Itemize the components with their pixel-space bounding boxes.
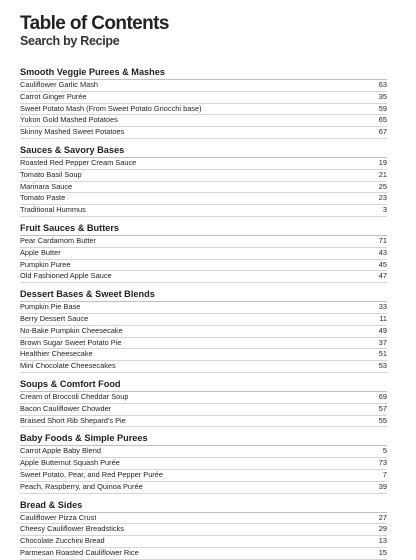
- toc-entry[interactable]: [20, 236, 387, 248]
- section-heading: Bread & Sides: [20, 500, 387, 513]
- toc-entry[interactable]: [20, 326, 387, 338]
- page-number: 33: [378, 302, 387, 312]
- toc-entry[interactable]: [20, 361, 387, 373]
- page-number: 5: [382, 446, 387, 456]
- toc-entry[interactable]: [20, 524, 387, 536]
- page-title: Table of Contents: [20, 13, 169, 34]
- recipe-name: Cauliflower Garlic Mash: [20, 80, 99, 89]
- toc-entry[interactable]: [20, 104, 387, 116]
- toc-entry[interactable]: [20, 392, 387, 404]
- recipe-name: Sweet Potato, Pear, and Red Pepper Purée: [20, 469, 163, 479]
- toc-section: [20, 433, 387, 493]
- toc-entry[interactable]: [20, 127, 387, 139]
- page-number: 69: [378, 391, 387, 401]
- page-number: 57: [378, 403, 387, 413]
- toc-section: [20, 145, 387, 217]
- toc-entry[interactable]: [20, 349, 387, 361]
- recipe-name: Pumpkin Puree: [20, 259, 71, 269]
- recipe-name: Carrot Ginger Purée: [20, 91, 87, 101]
- recipe-name: Yukon Gold Mashed Potatoes: [20, 115, 118, 125]
- recipe-name: Apple Butter: [20, 247, 61, 257]
- toc-section: [20, 289, 387, 373]
- page-number: 13: [378, 536, 387, 546]
- toc-entry[interactable]: [20, 446, 387, 458]
- page-number: 67: [378, 127, 387, 137]
- page-number: 3: [382, 205, 387, 215]
- page-number: 11: [379, 313, 387, 323]
- recipe-name: Mini Chocolate Cheesecakes: [20, 361, 116, 371]
- recipe-name: Pear Cardamom Butter: [20, 235, 96, 245]
- toc-section: [20, 379, 387, 427]
- recipe-name: Cauliflower Pizza Crust: [20, 512, 97, 522]
- toc-page: [20, 14, 387, 560]
- recipe-name: Sweet Potato Mash (From Sweet Potato Gnocchi base): [20, 103, 202, 113]
- recipe-name: Bacon Cauliflower Chowder: [20, 403, 112, 413]
- toc-entry[interactable]: [20, 193, 387, 205]
- recipe-name: Healthier Cheesecake: [20, 349, 93, 359]
- page-number: 63: [378, 80, 387, 89]
- toc-entry[interactable]: [20, 260, 387, 272]
- recipe-name: Peach, Raspberry, and Quinoa Purée: [20, 481, 143, 491]
- page-number: 55: [378, 415, 387, 425]
- page-number: 47: [378, 271, 387, 281]
- page-number: 29: [378, 524, 387, 534]
- page-number: 43: [378, 247, 387, 257]
- page-number: 59: [378, 103, 387, 113]
- page-number: 53: [378, 361, 387, 371]
- recipe-name: Tomato Basil Soup: [20, 169, 82, 179]
- page-number: 37: [378, 337, 387, 347]
- toc-entry[interactable]: [20, 513, 387, 525]
- page-number: 21: [378, 169, 387, 179]
- recipe-name: Tomato Paste: [20, 193, 66, 203]
- page-number: 45: [378, 259, 387, 269]
- recipe-name: Braised Short Rib Shepard's Pie: [20, 415, 126, 425]
- section-heading: Dessert Bases & Sweet Blends: [20, 289, 387, 302]
- toc-entry[interactable]: [20, 536, 387, 548]
- toc-entry[interactable]: [20, 338, 387, 350]
- toc-section: [20, 67, 387, 139]
- toc-entry[interactable]: [20, 182, 387, 194]
- section-heading: Fruit Sauces & Butters: [20, 223, 387, 236]
- toc-entry[interactable]: [20, 548, 387, 560]
- page-number: 49: [378, 325, 387, 335]
- page-number: 25: [378, 181, 387, 191]
- toc-entry[interactable]: [20, 404, 387, 416]
- recipe-name: Parmesan Roasted Cauliflower Rice: [20, 547, 139, 557]
- toc-entry[interactable]: [20, 92, 387, 104]
- page-number: 23: [378, 193, 387, 203]
- page-number: 71: [378, 235, 387, 245]
- recipe-name: Traditional Hummus: [20, 205, 86, 215]
- page-number: 73: [378, 458, 387, 468]
- toc-entry[interactable]: [20, 115, 387, 127]
- toc-section: [20, 500, 387, 560]
- section-heading: Smooth Veggie Purees & Mashes: [20, 67, 387, 80]
- page-subtitle: Search by Recipe: [20, 34, 120, 48]
- toc-entry[interactable]: [20, 314, 387, 326]
- toc-entry[interactable]: [20, 470, 387, 482]
- toc-sections: [20, 67, 387, 560]
- recipe-name: Brown Sugar Sweet Potato Pie: [20, 337, 122, 347]
- toc-entry[interactable]: [20, 302, 387, 314]
- recipe-name: Pumpkin Pie Base: [20, 302, 81, 312]
- recipe-name: Roasted Red Pepper Cream Sauce: [20, 157, 137, 167]
- toc-entry[interactable]: [20, 248, 387, 260]
- toc-entry[interactable]: [20, 205, 387, 217]
- section-heading: Baby Foods & Simple Purees: [20, 433, 387, 446]
- page-number: 19: [378, 157, 387, 167]
- page-number: 39: [378, 481, 387, 491]
- page-number: 65: [378, 115, 387, 125]
- toc-entry[interactable]: [20, 482, 387, 494]
- toc-section: [20, 223, 387, 283]
- page-number: 27: [378, 512, 387, 522]
- recipe-name: Cheesy Cauliflower Breadsticks: [20, 524, 124, 534]
- recipe-name: Old Fashioned Apple Sauce: [20, 271, 112, 281]
- toc-entry[interactable]: [20, 458, 387, 470]
- page-number: 35: [378, 91, 387, 101]
- recipe-name: Carrot Apple Baby Blend: [20, 446, 101, 456]
- toc-entry[interactable]: [20, 271, 387, 283]
- recipe-name: Chocolate Zucchini Bread: [20, 536, 105, 546]
- recipe-name: Apple Butternut Squash Purée: [20, 458, 120, 468]
- toc-entry[interactable]: [20, 158, 387, 170]
- page-number: 51: [378, 349, 387, 359]
- page-number: 7: [382, 469, 387, 479]
- recipe-name: No-Bake Pumpkin Cheesecake: [20, 325, 123, 335]
- toc-entry[interactable]: [20, 170, 387, 182]
- section-heading: Soups & Comfort Food: [20, 379, 387, 392]
- recipe-name: Skinny Mashed Sweet Potatoes: [20, 127, 125, 137]
- recipe-name: Marinara Sauce: [20, 181, 73, 191]
- recipe-name: Cream of Broccoli Cheddar Soup: [20, 391, 129, 401]
- page-number: 15: [378, 547, 387, 557]
- toc-entry[interactable]: [20, 80, 387, 92]
- toc-entry[interactable]: [20, 416, 387, 428]
- recipe-name: Berry Dessert Sauce: [20, 313, 89, 323]
- section-heading: Sauces & Savory Bases: [20, 145, 387, 158]
